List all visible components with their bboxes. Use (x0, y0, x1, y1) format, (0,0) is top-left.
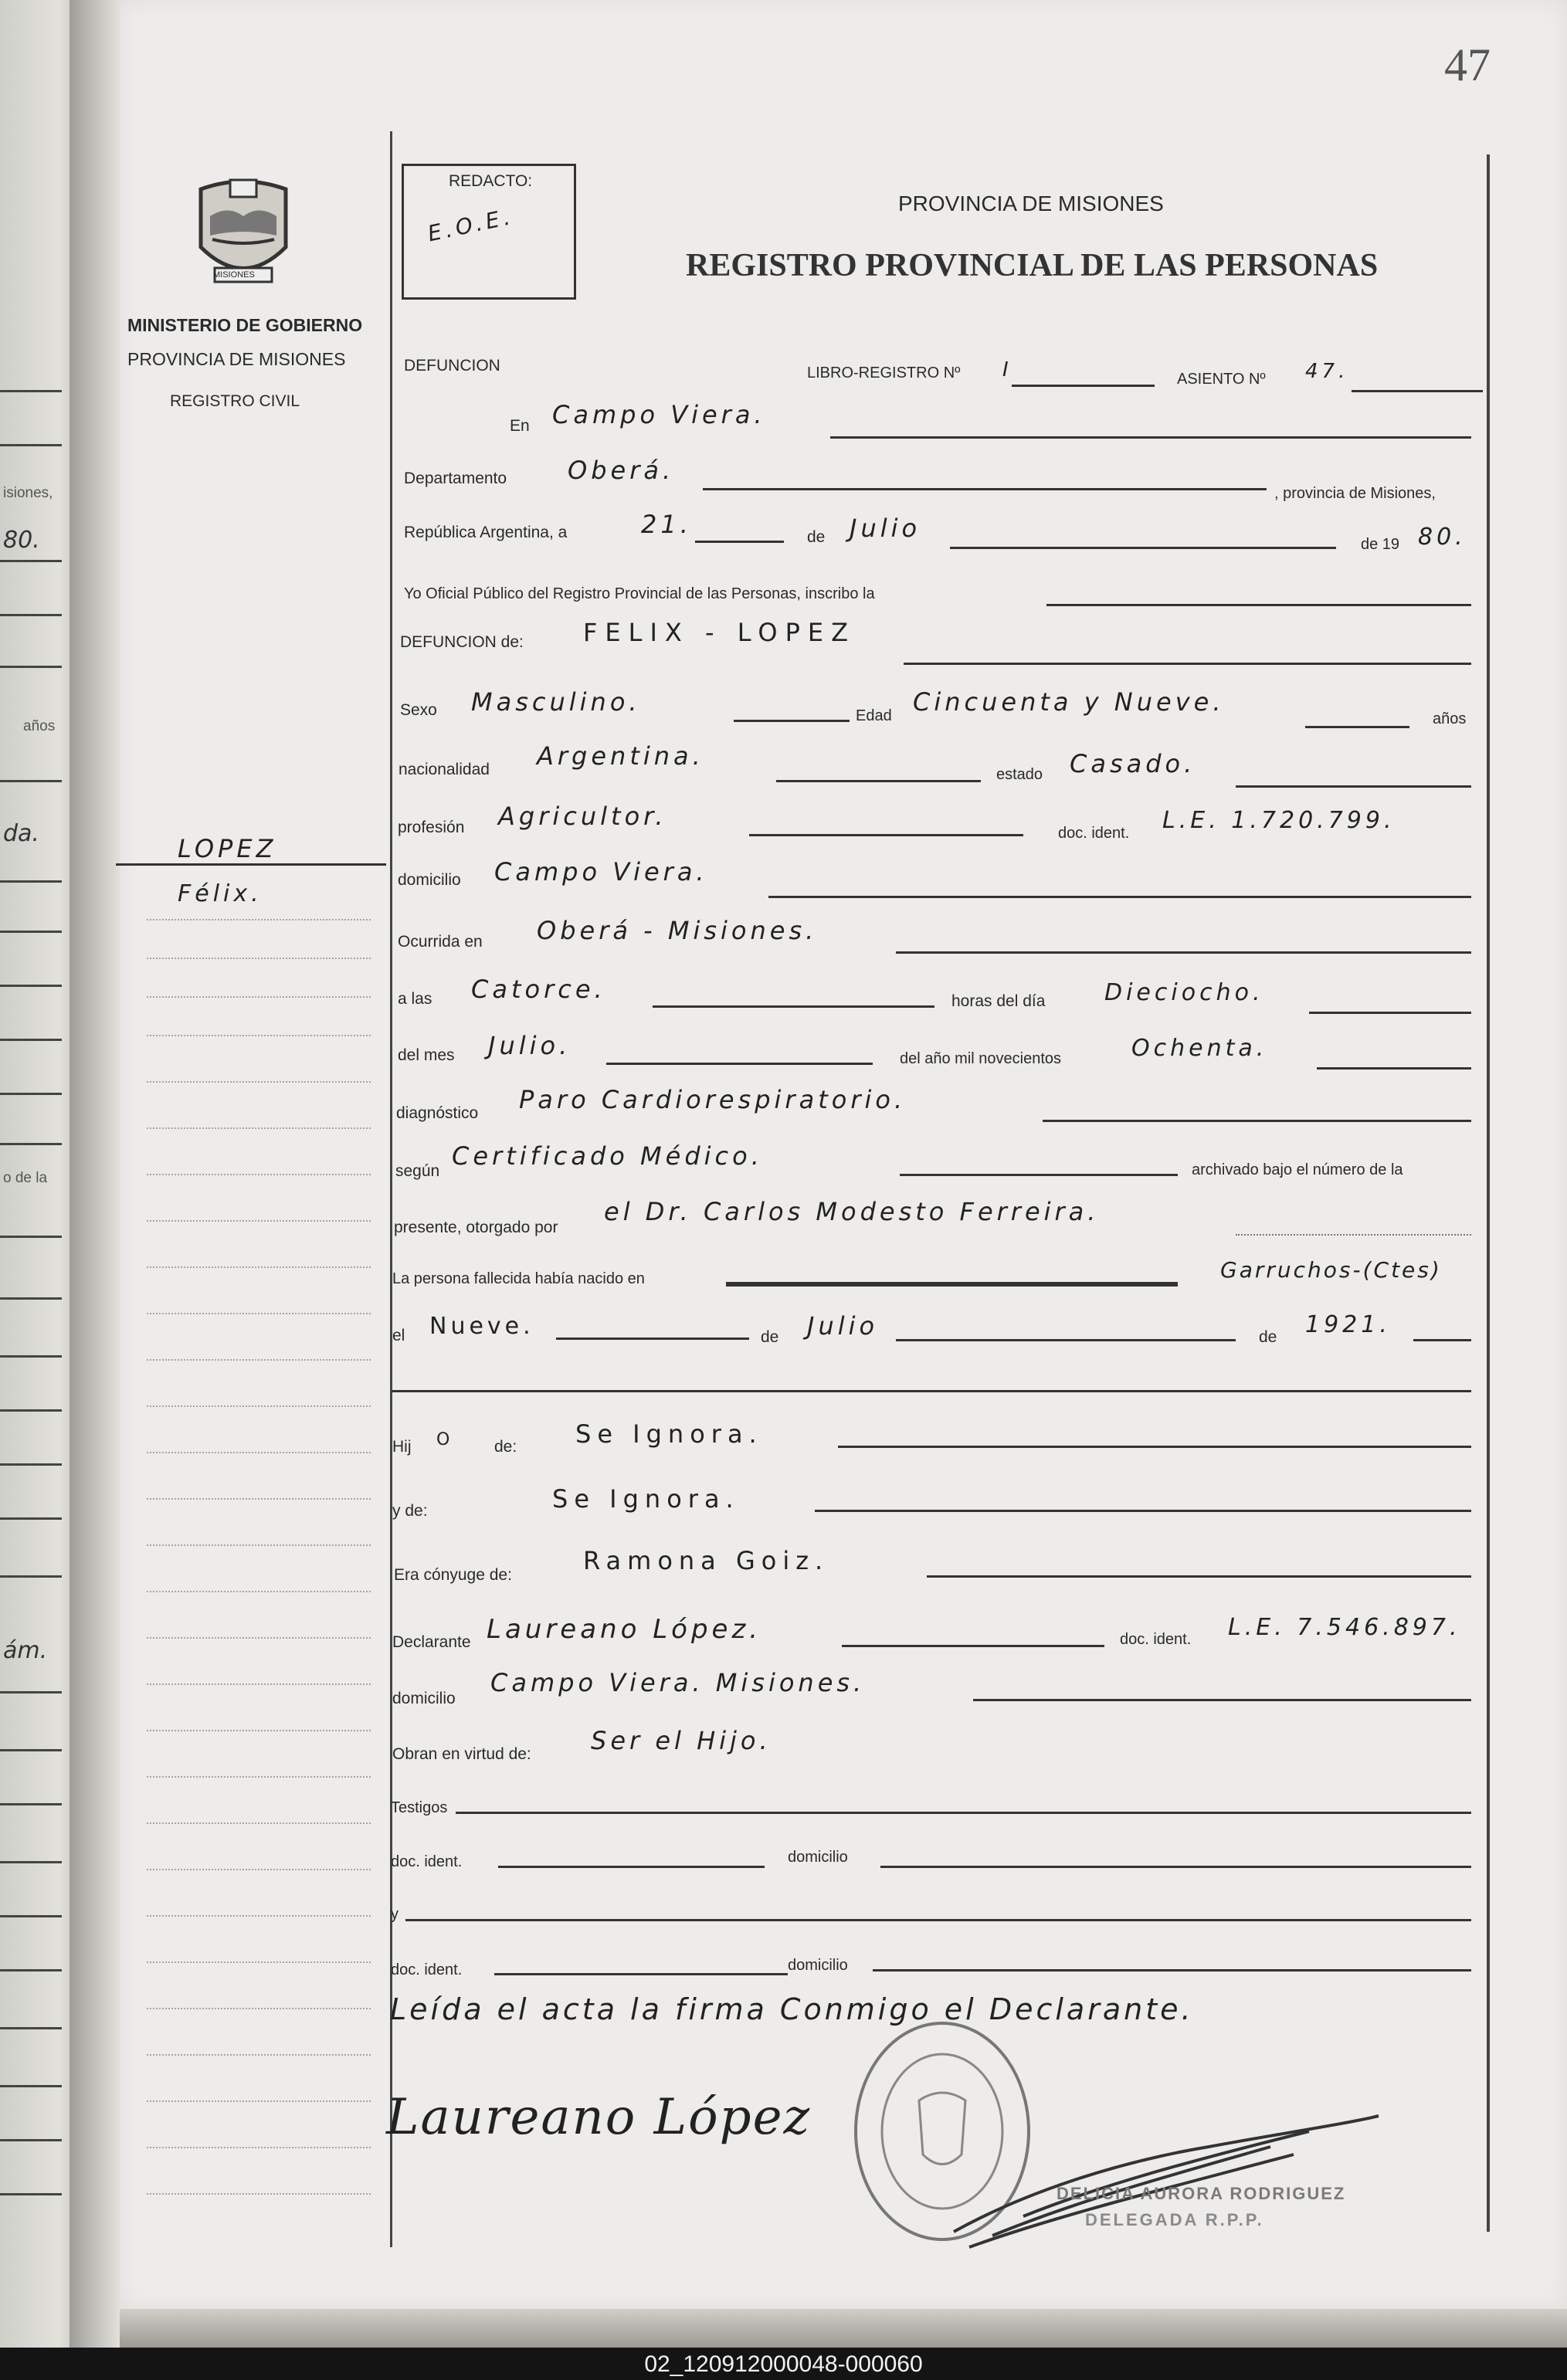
registration-day: 21. (641, 510, 692, 539)
field-label-testigos: Testigos (391, 1799, 448, 1816)
profession-value: Agricultor. (498, 802, 667, 831)
prev-text-4: da. (3, 820, 39, 847)
birthplace-value: Garruchos-(Ctes) (1220, 1257, 1442, 1283)
place-of-registration: Campo Viera. (552, 400, 766, 429)
birth-day: Nueve. (429, 1313, 534, 1340)
certifying-doctor: el Dr. Carlos Modesto Ferreira. (604, 1197, 1100, 1226)
libro-label: LIBRO-REGISTRO Nº (807, 364, 961, 381)
field-label-edad: Edad (856, 707, 892, 724)
image-caption: 02_120912000048-000060 (644, 2351, 923, 2377)
declarant-name: Laureano López. (487, 1614, 762, 1645)
deceased-name: FELIX - LOPEZ (583, 618, 856, 647)
field-label-witness2-doc: doc. ident. (391, 1961, 463, 1978)
ministry-registry: REGISTRO CIVIL (170, 392, 300, 410)
registration-month: Julio (850, 514, 921, 543)
age-value: Cincuenta y Nueve. (913, 687, 1225, 717)
prev-text-2: 80. (3, 527, 40, 554)
declarant-signature-text: Laureano López (386, 2089, 812, 2146)
birth-year: 1921. (1305, 1311, 1391, 1338)
book-gutter (70, 0, 124, 2348)
field-label-ocurrida: Ocurrida en (398, 933, 483, 951)
field-label-defuncion-de: DEFUNCION de: (400, 633, 524, 651)
day-of-death: Dieciocho. (1104, 979, 1264, 1006)
redacto-initials: E.O.E. (425, 203, 517, 247)
month-of-death: Julio. (488, 1031, 572, 1060)
redacto-box (402, 164, 576, 300)
field-label-doc-ident: doc. ident. (1058, 825, 1130, 842)
official-signature-icon (946, 2100, 1394, 2255)
place-of-death: Oberá - Misiones. (537, 916, 818, 945)
nationality-value: Argentina. (537, 741, 704, 771)
margin-given-name: Félix. (178, 880, 263, 907)
right-border (1487, 154, 1490, 2232)
deceased-address: Campo Viera. (494, 857, 708, 887)
prev-text-5: o de la (3, 1170, 48, 1186)
closing-statement: Leída el acta la firma Conmigo el Declarante. (390, 1992, 1194, 2026)
field-label-alas: a las (398, 990, 432, 1008)
emblem-label: MISIONES (213, 270, 255, 280)
sex-value: Masculino. (471, 687, 641, 717)
prev-text-1: isiones, (3, 485, 53, 501)
page-number: 47 (1444, 39, 1491, 90)
field-label-conyuge: Era cónyuge de: (394, 1566, 512, 1584)
hour-of-death: Catorce. (471, 975, 606, 1004)
declarant-signature (386, 2089, 811, 2146)
asiento-value: 47. (1305, 360, 1349, 383)
certificate-type: Certificado Médico. (452, 1141, 763, 1171)
field-label-diagnostico: diagnóstico (396, 1104, 479, 1122)
prev-text-3: años (23, 718, 56, 734)
ministry-title: MINISTERIO DE GOBIERNO (127, 315, 363, 335)
field-label-el-de: de (761, 1328, 779, 1346)
field-label-el: el (392, 1327, 405, 1344)
registry-heading: REGISTRO PROVINCIAL DE LAS PERSONAS (686, 248, 1379, 283)
field-label-witness2-dom: domicilio (788, 1957, 848, 1974)
field-label-horas: horas del día (951, 992, 1046, 1010)
page-edge-bottom (120, 2309, 1567, 2348)
field-label-segun: según (395, 1162, 440, 1180)
declarant-id-number: L.E. 7.546.897. (1228, 1614, 1461, 1641)
birth-month: Julio (807, 1311, 879, 1341)
libro-value: I (1002, 358, 1012, 381)
declarant-address: Campo Viera. Misiones. (490, 1668, 866, 1697)
field-label-en: En (510, 417, 530, 435)
field-label-delmes: del mes (398, 1046, 455, 1064)
field-label-delanio: del año mil novecientos (900, 1050, 1062, 1067)
field-label-republica: República Argentina, a (404, 524, 568, 541)
struck-out-text (726, 1282, 1178, 1287)
province-suffix: , provincia de Misiones, (1274, 485, 1436, 502)
field-label-de: de (807, 528, 826, 546)
province-heading: PROVINCIA DE MISIONES (898, 192, 1164, 215)
field-label-el-de2: de (1259, 1328, 1277, 1346)
field-label-anos: años (1433, 710, 1467, 727)
year-of-death: Ochenta. (1131, 1035, 1268, 1062)
field-label-decl-dom: domicilio (392, 1690, 456, 1707)
prev-text-6: ám. (3, 1637, 48, 1664)
field-label-estado: estado (996, 766, 1043, 783)
field-label-nacionalidad: nacionalidad (399, 761, 490, 778)
official-name-stamp: DELICIA AURORA RODRIGUEZ (1057, 2184, 1346, 2203)
field-label-yde: y de: (392, 1502, 428, 1520)
field-label-departamento: Departamento (404, 470, 507, 487)
ministry-province: PROVINCIA DE MISIONES (127, 349, 346, 369)
cause-of-death: Paro Cardiorespiratorio. (519, 1085, 907, 1114)
field-label-profesion: profesión (398, 819, 465, 836)
redacto-label: REDACTO: (449, 172, 533, 190)
deceased-id-number: L.E. 1.720.799. (1162, 807, 1396, 834)
registration-year: 80. (1418, 524, 1467, 551)
left-column-border (390, 131, 392, 2247)
field-label-decl-doc: doc. ident. (1120, 1631, 1192, 1648)
father-name: Se Ignora. (575, 1419, 763, 1449)
field-label-witness1-dom: domicilio (788, 1849, 848, 1866)
field-label-hijo-de: de: (494, 1438, 517, 1456)
archived-text: archivado bajo el número de la (1192, 1161, 1403, 1178)
field-label-sexo: Sexo (400, 701, 437, 719)
mother-name: Se Ignora. (552, 1484, 740, 1514)
field-label-obran: Obran en virtud de: (392, 1745, 531, 1763)
margin-surname: LOPEZ (178, 834, 277, 863)
declarant-relation: Ser el Hijo. (591, 1726, 772, 1755)
oath-text: Yo Oficial Público del Registro Provincial de las Personas, inscribo la (404, 585, 875, 602)
field-label-hijo: Hij (392, 1438, 412, 1456)
field-label-witness2: y (391, 1906, 399, 1923)
asiento-label: ASIENTO Nº (1177, 371, 1266, 388)
hijo-suffix: O (436, 1430, 454, 1449)
field-label-nacido: La persona fallecida había nacido en (392, 1270, 645, 1287)
field-label-presente: presente, otorgado por (394, 1219, 558, 1236)
record-type: DEFUNCION (404, 357, 500, 375)
official-title-stamp: DELEGADA R.P.P. (1085, 2210, 1264, 2229)
spouse-name: Ramona Goiz. (583, 1546, 829, 1575)
field-label-declarante: Declarante (392, 1633, 471, 1651)
departamento-value: Oberá. (568, 456, 675, 485)
field-label-domicilio: domicilio (398, 871, 461, 889)
marital-status-value: Casado. (1070, 749, 1196, 778)
field-label-de19: de 19 (1361, 536, 1400, 553)
field-label-witness1-doc: doc. ident. (391, 1853, 463, 1870)
